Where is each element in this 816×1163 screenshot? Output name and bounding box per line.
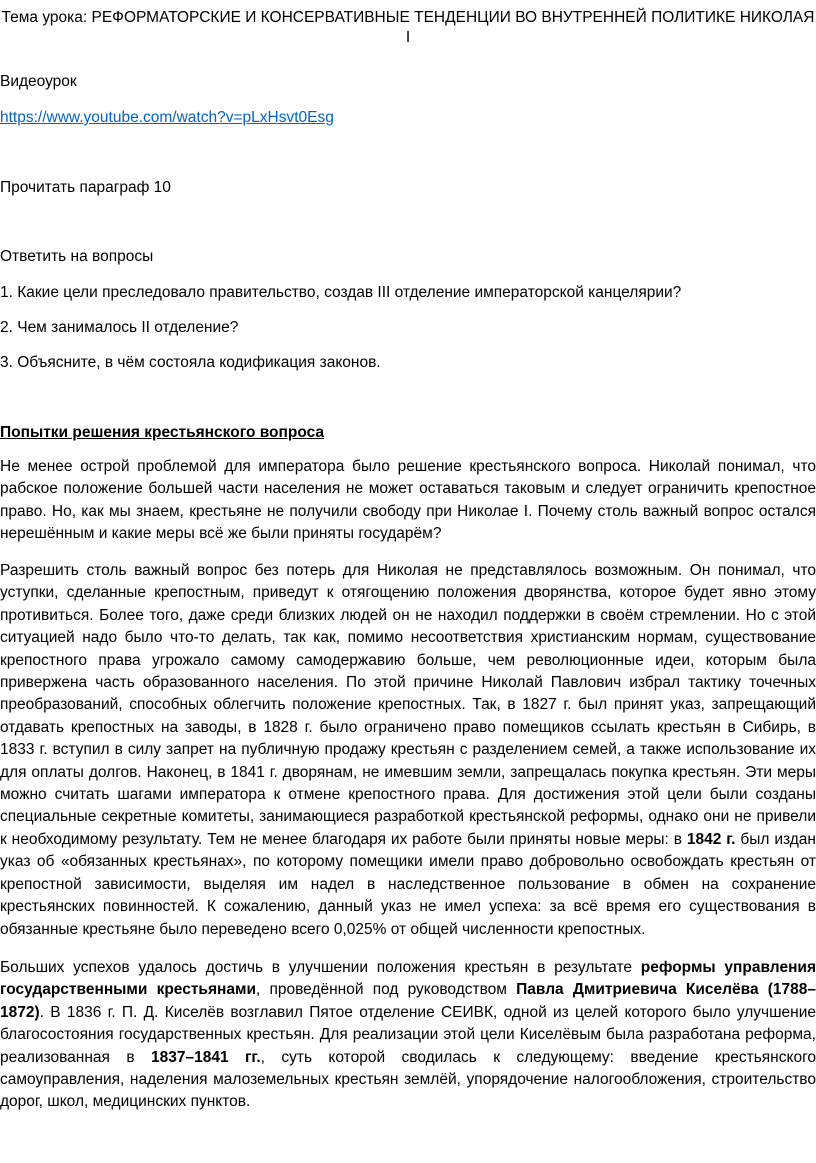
question-item-1: 1. Какие цели преследовало правительство, создав III отделение императорской канцелярии?: [0, 284, 682, 301]
paragraph-3-part-b: , проведённой под руководством: [256, 981, 517, 999]
paragraph-3-part-a: Больших успехов удалось достичь в улучшении положения крестьян в результате: [0, 959, 641, 976]
paragraph-3: [0, 957, 816, 1114]
video-link[interactable]: https://www.youtube.com/watch?v=pLxHsvt0Esg: [0, 109, 334, 126]
paragraph-3-part-c: . В 1836 г. П. Д. Киселёв возглавил Пятое отделение СЕИВК, одной из целей которого было улучшение благосостояния государственных крестьян. Для реализации этой цели Киселёвым была разработана реформа, реализованная в: [0, 1003, 816, 1066]
section-heading: Попытки решения крестьянского вопроса: [0, 424, 325, 441]
video-link-line: [0, 108, 334, 128]
paragraph-2-part-b: был издан указ об «обязанных крестьянах», по которому помещики имели право добровольно освобождать крестьян от крепостной зависимости, выделяя им надел в наследственное пользование в обмен на сохранение крестьянских повинностей. К сожалению, данный указ не имел успеха: за всё время его существования в обязанные крестьяне было переведено всего 0,025% от общей численности крепостных.: [0, 830, 816, 938]
paragraph-3-part-d: , суть которой сводилась к следующему: введение крестьянского самоуправления, наделения малоземельных крестьян землёй, упорядочение налогообложения, строительство дорог, школ, медицинских пунктов.: [0, 1048, 816, 1111]
paragraph-3-years: 1837–1841 гг.: [150, 1048, 261, 1066]
paragraph-2-year: 1842 г.: [686, 830, 736, 848]
question-item-3: 3. Объясните, в чём состояла кодификация законов.: [0, 354, 381, 371]
questions-intro: Ответить на вопросы: [0, 248, 154, 265]
reading-task: Прочитать параграф 10: [0, 179, 171, 196]
question-item-2: 2. Чем занималось II отделение?: [0, 319, 239, 336]
paragraph-2: [0, 560, 816, 941]
paragraph-1: Не менее острой проблемой для императора было решение крестьянского вопроса. Николай понимал, что рабское положение большей части населения не может оставаться таковым и следует ограничить крепостное право. Но, как мы знаем, крестьяне не получили свободу при Николае I. Почему столь важный вопрос остался нерешённым и какие меры всё же были приняты государём?: [0, 458, 816, 543]
paragraph-3-reform-name: реформы управления государственными крестьянами: [0, 959, 816, 999]
paragraph-2-part-a: Разрешить столь важный вопрос без потерь для Николая не представлялось возможным. Он понимал, что уступки, сделанные крепостным, приведут к отягощению положения дворянства, которое будет явно этому противиться. Более того, даже среди близких людей он не находил поддержки в своём стремлении. Но с этой ситуацией надо было что-то делать, так как, помимо несоответствия христианским нормам, существование крепостного права угрожало самому самодержавию больше, чем революционные идеи, которым была привержена часть образованного населения. По этой причине Николай Павлович избрал тактику точечных преобразований, способных облегчить положение крепостных. Так, в 1827 г. был принят указ, запрещающий отдавать крепостных на заводы, в 1828 г. было ограничено право помещиков ссылать крестьян в Сибирь, в 1833 г. вступил в силу запрет на публичную продажу крестьян с разделением семей, а также использование их для оплаты долгов. Наконец, в 1841 г. дворянам, не имевшим земли, запрещалась покупка крестьян. Эти меры можно считать шагами императора к отмене крепостного права. Для достижения этой цели были созданы специальные секретные комитеты, занимающиеся разработкой крестьянской реформы, однако они не привели к необходимому результату. Тем не менее благодаря их работе были приняты новые меры: в: [0, 562, 816, 848]
paragraph-3-person-name: Павла Дмитриевича Киселёва (1788–1872): [0, 981, 816, 1021]
video-label: Видеоурок: [0, 73, 77, 90]
lesson-title: Тема урока: РЕФОРМАТОРСКИЕ И КОНСЕРВАТИВНЫЕ ТЕНДЕНЦИИ ВО ВНУТРЕННЕЙ ПОЛИТИКЕ НИКОЛАЯ I: [1, 9, 815, 46]
